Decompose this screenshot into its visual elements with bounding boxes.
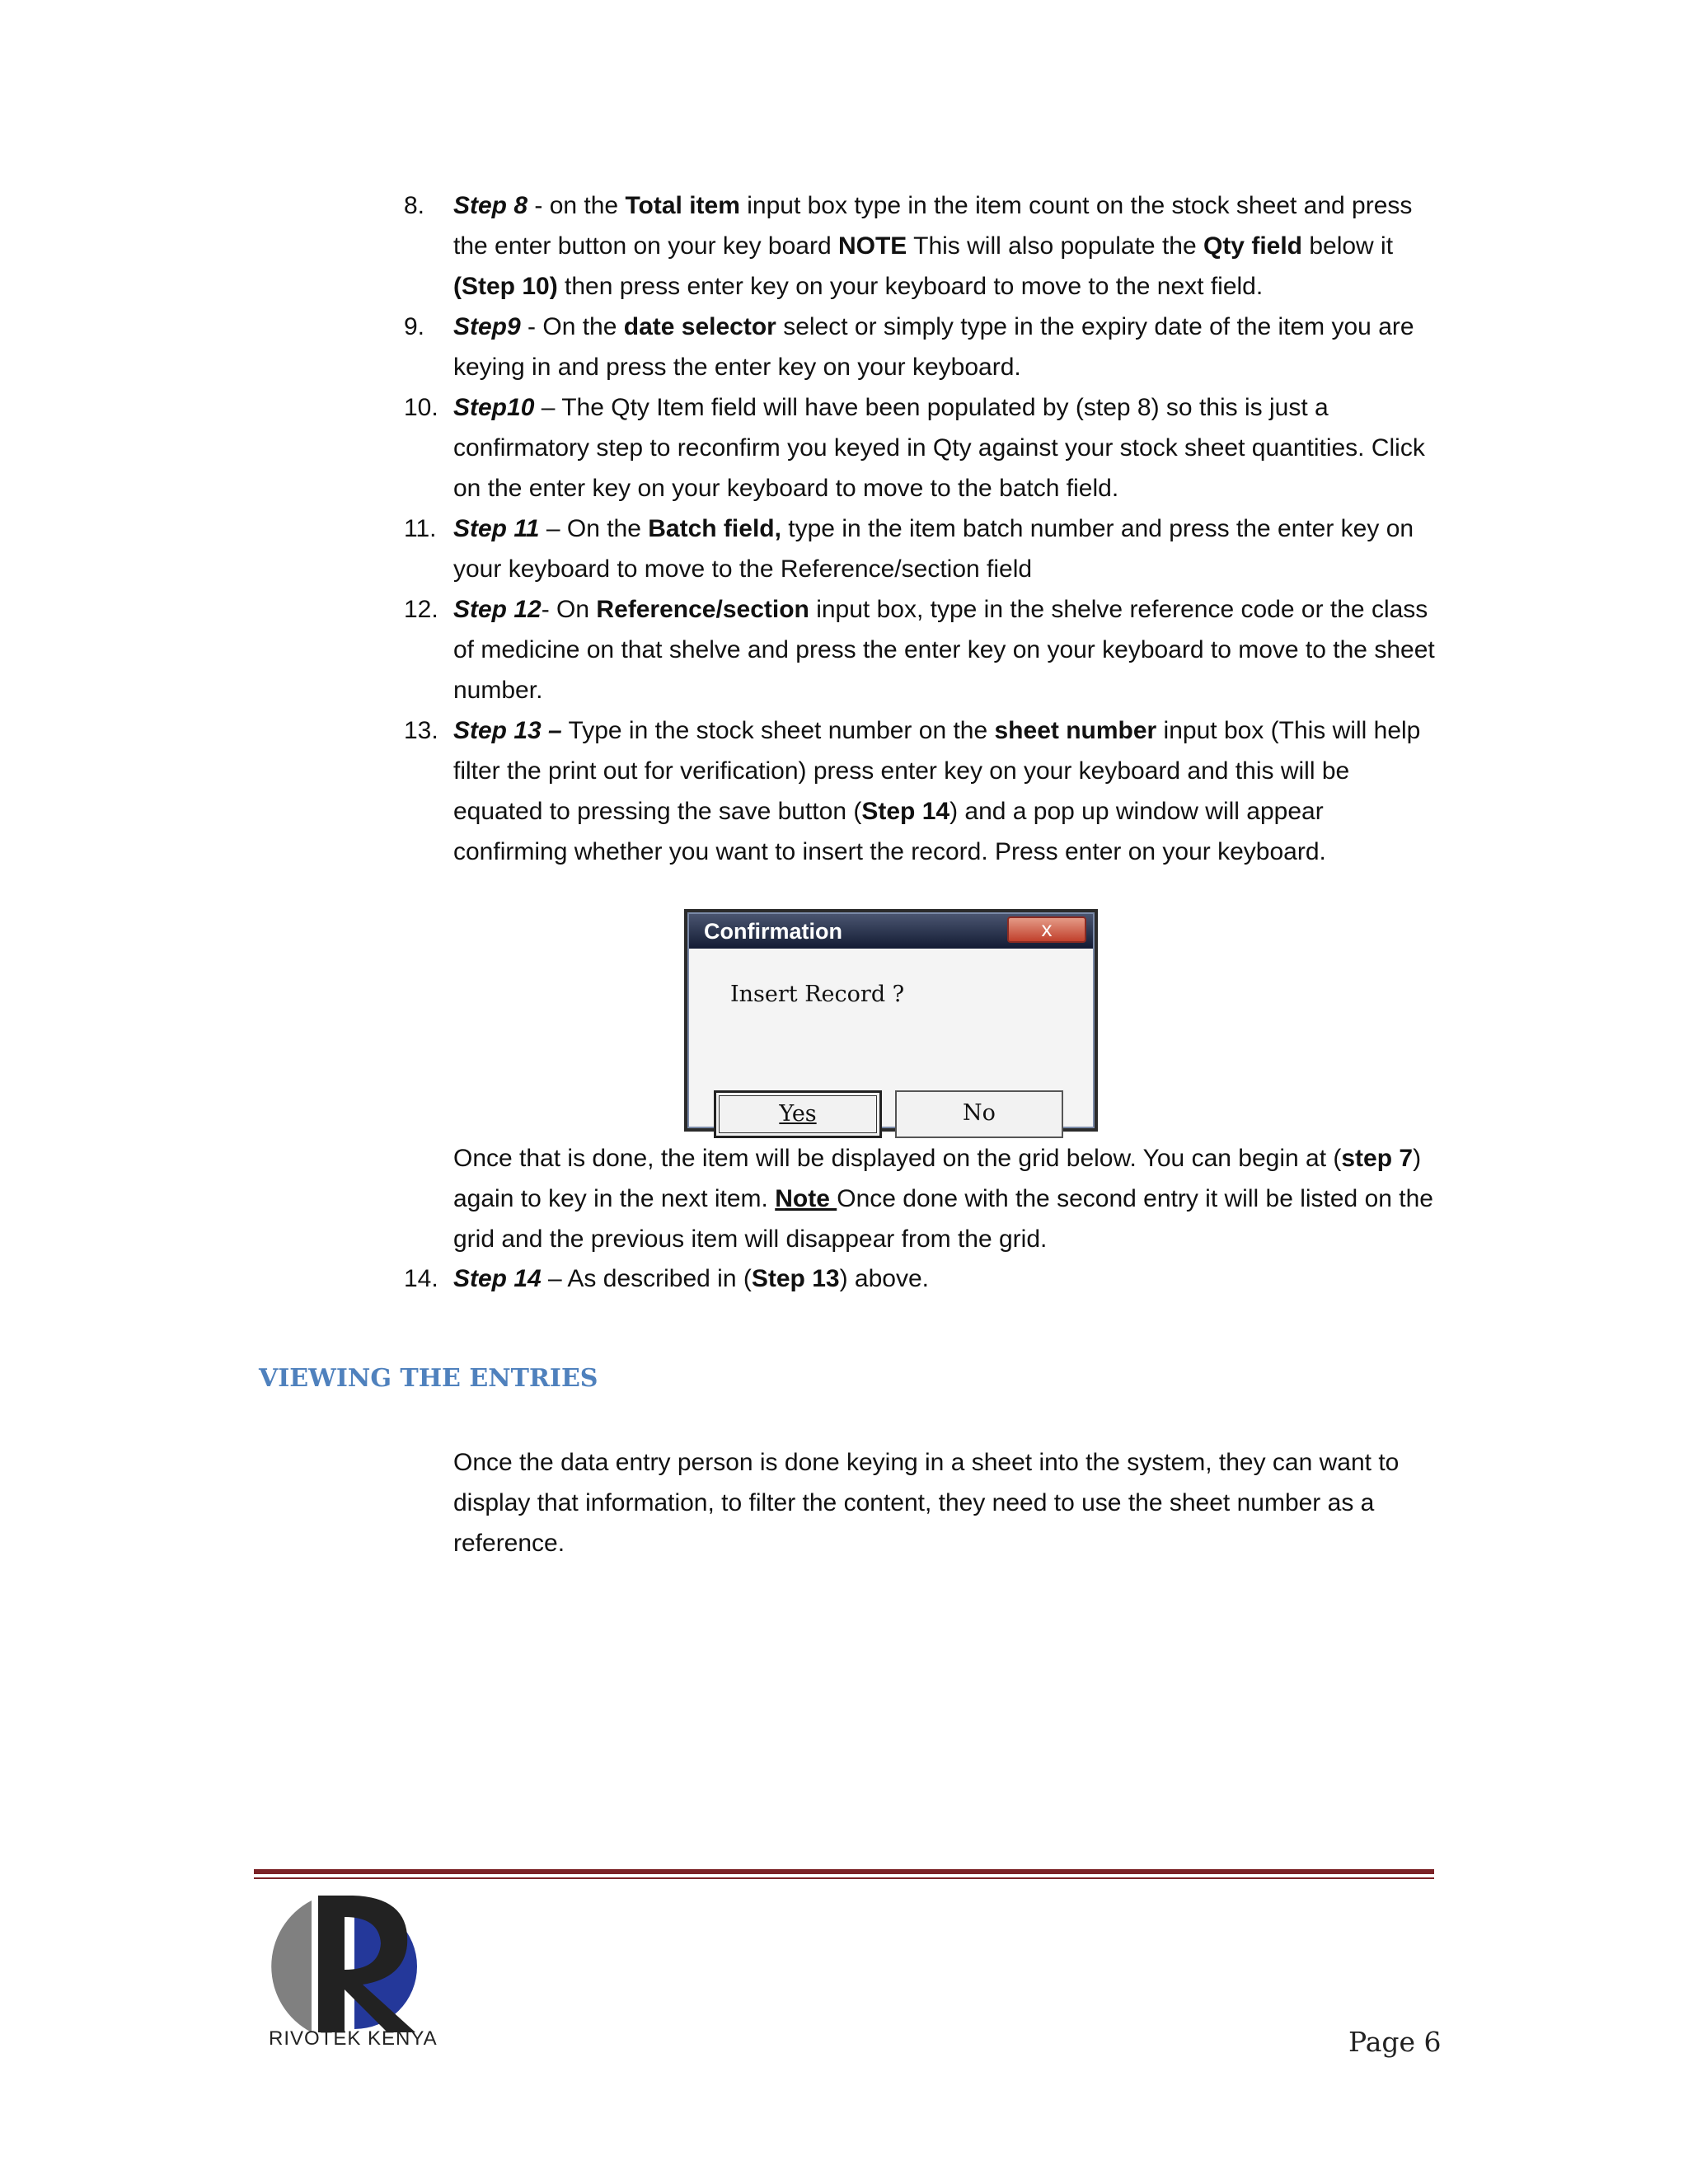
text-run: (Step 10) <box>453 273 558 300</box>
text-run: Once that is done, the item will be displayed on the grid below. You can begin at ( <box>453 1145 1342 1172</box>
text-run: sheet number <box>994 717 1157 744</box>
step-number: 13. <box>404 717 438 744</box>
text-run: ) above. <box>839 1265 929 1292</box>
footer-rule-thin <box>254 1877 1434 1879</box>
text-run: then press enter key on your keyboard to move to the next field. <box>557 273 1264 300</box>
yes-button-label: Yes <box>779 1101 817 1127</box>
list-item <box>404 509 1442 589</box>
text-run: input box, type in the shelve reference code or the class of medicine on that shelve and press the enter key on your keyboard to move to the sheet number. <box>453 596 1435 704</box>
text-run: Once done with the second entry it will be listed on the grid and the previous item will disappear from the grid. <box>453 1185 1433 1253</box>
close-icon[interactable]: x <box>1007 916 1086 943</box>
dialog-title: Confirmation <box>704 919 842 944</box>
dialog-body <box>689 949 1093 1127</box>
text-run: Qty field <box>1203 232 1302 260</box>
list-item <box>404 307 1442 387</box>
step-number: 11. <box>404 515 437 542</box>
list-item <box>404 1258 1442 1299</box>
dialog-message: Insert Record ? <box>730 982 905 1007</box>
text-run: – The Qty Item field will have been populated by (step 8) so this is just a confirmatory step to reconfirm you keyed in Qty against your stock sheet quantities. Click on the enter key on your keyboard to move to the batch field. <box>453 394 1425 502</box>
text-run: Note <box>775 1185 837 1212</box>
text-run: – On the <box>539 515 649 542</box>
text-run: - on the <box>528 192 626 219</box>
step-number: 10. <box>404 394 438 421</box>
text-run: - On the <box>520 313 624 340</box>
confirmation-dialog <box>684 909 1098 1132</box>
text-run: date selector <box>623 313 776 340</box>
text-run: input box type in the item count on the stock sheet and press the enter button on your key board <box>453 192 1413 260</box>
text-run: Step 13 <box>751 1265 840 1292</box>
page-number: Page 6 <box>1348 2026 1442 2058</box>
text-run: input box (This will help filter the print out for verification) press enter key on your keyboard and this will be equated to pressing the save button ( <box>453 717 1421 825</box>
text-run: select or simply type in the expiry date of the item you are keying in and press the enter key on your keyboard. <box>453 313 1414 381</box>
list-item <box>404 589 1442 710</box>
step-number: 8. <box>404 192 425 219</box>
steps-list <box>404 185 1442 872</box>
text-run: Step 11 <box>453 515 540 542</box>
text-run: Total item <box>625 192 740 219</box>
text-run: Step 12 <box>453 596 542 623</box>
text-run: Step10 <box>453 394 535 421</box>
text-run: Reference/section <box>596 596 809 623</box>
text-run: NOTE <box>837 232 907 260</box>
no-button-label: No <box>963 1100 996 1126</box>
text-run: – As described in ( <box>541 1265 752 1292</box>
text-run: - On <box>541 596 597 623</box>
text-run: Step 8 <box>453 192 528 219</box>
text-run: below it <box>1302 232 1394 260</box>
text-run: ) again to key in the next item. <box>453 1145 1422 1212</box>
text-run: Step 14 <box>453 1265 542 1292</box>
no-button[interactable] <box>895 1090 1063 1138</box>
step-number: 14. <box>404 1265 438 1292</box>
dialog-titlebar <box>689 914 1093 949</box>
text-run: ) and a pop up window will appear confirming whether you want to insert the record. Press enter on your keyboard. <box>453 798 1326 865</box>
text-run: Step 14 <box>861 798 950 825</box>
list-item <box>404 185 1442 307</box>
text-run: Step 13 – <box>453 717 562 744</box>
list-item <box>404 387 1442 509</box>
footer-rule <box>254 1869 1434 1874</box>
logo-text: RIVOTEK KENYA <box>269 2027 438 2050</box>
text-run: This will also populate the <box>907 232 1203 260</box>
step-number: 12. <box>404 596 438 623</box>
text-run: type in the item batch number and press the enter key on your keyboard to move to the Reference/section field <box>453 515 1414 583</box>
after-dialog-paragraph <box>453 1138 1442 1259</box>
list-item <box>404 710 1442 872</box>
section-heading: VIEWING THE ENTRIES <box>259 1364 598 1393</box>
section-paragraph: Once the data entry person is done keying in a sheet into the system, they can want to display that information, to filter the content, they need to use the sheet number as a reference. <box>453 1449 1400 1557</box>
text-run: Type in the stock sheet number on the <box>561 717 995 744</box>
text-run: Step9 <box>453 313 521 340</box>
text-run: Batch field, <box>648 515 781 542</box>
yes-button[interactable] <box>714 1090 882 1138</box>
text-run: step 7 <box>1341 1145 1414 1172</box>
step-14 <box>404 1258 1442 1299</box>
step-number: 9. <box>404 313 425 340</box>
